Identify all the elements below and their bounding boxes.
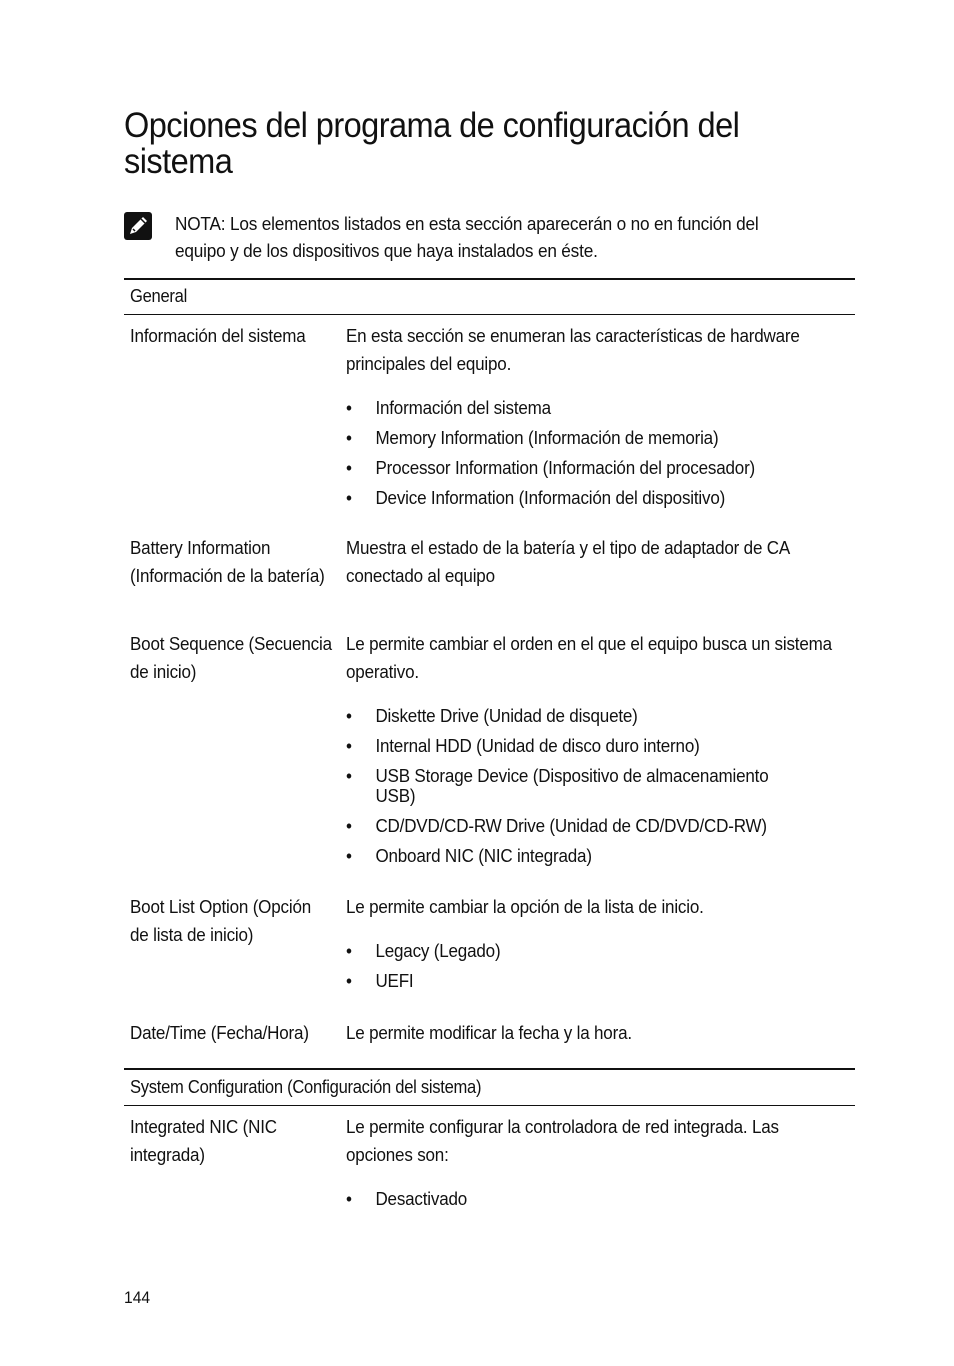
- list-item: • Device Information (Información del dispositivo): [346, 487, 726, 508]
- bullet-icon: •: [346, 970, 352, 991]
- bullet-icon: •: [346, 765, 352, 786]
- row-desc-boot-list-option: Le permite cambiar la opción de la lista de inicio.: [346, 896, 704, 917]
- row-desc-system-info: En esta sección se enumeran las características de hardware principales del equipo.: [346, 325, 800, 374]
- bullet-list-system-info: [346, 398, 878, 508]
- bullet-icon: •: [346, 940, 352, 961]
- bullet-list-boot-sequence: [346, 706, 878, 866]
- bullet-icon: •: [346, 705, 352, 726]
- section-header-rule: [124, 314, 855, 315]
- row-desc-boot-sequence: Le permite cambiar el orden en el que el equipo busca un sistema operativo.: [346, 633, 832, 682]
- bullet-icon: •: [346, 397, 352, 418]
- list-item: • Memory Information (Información de memoria): [346, 427, 719, 448]
- bullet-icon: •: [346, 487, 352, 508]
- list-item: • Processor Information (Información del procesador): [346, 457, 756, 478]
- page-number: 144: [124, 1288, 151, 1307]
- bullet-list-integrated-nic: [346, 1189, 878, 1209]
- row-desc-integrated-nic: Le permite configurar la controladora de red integrada. Las opciones son:: [346, 1116, 779, 1165]
- list-item: • UEFI: [346, 970, 414, 991]
- page-title: Opciones del programa de configuración del sistema: [124, 106, 740, 181]
- list-item: • Diskette Drive (Unidad de disquete): [346, 705, 638, 726]
- list-item: • Onboard NIC (NIC integrada): [346, 845, 592, 866]
- bullet-icon: •: [346, 735, 352, 756]
- bullet-icon: •: [346, 457, 352, 478]
- note-text: [175, 210, 807, 264]
- bullet-icon: •: [346, 815, 352, 836]
- bullet-icon: •: [346, 1188, 352, 1209]
- pencil-note-icon: [124, 212, 152, 240]
- bullet-icon: •: [346, 845, 352, 866]
- bullet-list-boot-list-option: [346, 941, 878, 991]
- row-label-boot-sequence: Boot Sequence (Secuencia de inicio): [130, 633, 332, 682]
- list-item: • CD/DVD/CD-RW Drive (Unidad de CD/DVD/CD-RW): [346, 815, 767, 836]
- section-header-general: General: [130, 286, 187, 306]
- section-header-rule: [124, 1105, 855, 1106]
- list-item: • Desactivado: [346, 1188, 468, 1209]
- note-body: Los elementos listados en esta sección aparecerán o no en función del equipo y de los dispositivos que haya instalados en éste.: [175, 213, 759, 261]
- row-label-date-time: Date/Time (Fecha/Hora): [130, 1022, 309, 1043]
- list-item: • Legacy (Legado): [346, 940, 501, 961]
- note-label: NOTA:: [175, 213, 226, 234]
- row-label-system-info: Información del sistema: [130, 325, 306, 346]
- row-label-battery-info: Battery Information (Información de la batería): [130, 537, 325, 586]
- table-top-rule: [124, 278, 855, 280]
- row-label-integrated-nic: Integrated NIC (NIC integrada): [130, 1116, 277, 1165]
- row-label-boot-list-option: Boot List Option (Opción de lista de inicio): [130, 896, 312, 945]
- list-item: • USB Storage Device (Dispositivo de almacenamiento USB): [346, 765, 769, 806]
- row-desc-date-time: Le permite modificar la fecha y la hora.: [346, 1022, 632, 1043]
- list-item: • Internal HDD (Unidad de disco duro interno): [346, 735, 700, 756]
- bullet-icon: •: [346, 427, 352, 448]
- row-desc-battery-info: Muestra el estado de la batería y el tipo de adaptador de CA conectado al equipo: [346, 537, 790, 586]
- section-top-rule: [124, 1068, 855, 1070]
- section-header-system-configuration: System Configuration (Configuración del sistema): [130, 1077, 482, 1097]
- list-item: • Información del sistema: [346, 397, 551, 418]
